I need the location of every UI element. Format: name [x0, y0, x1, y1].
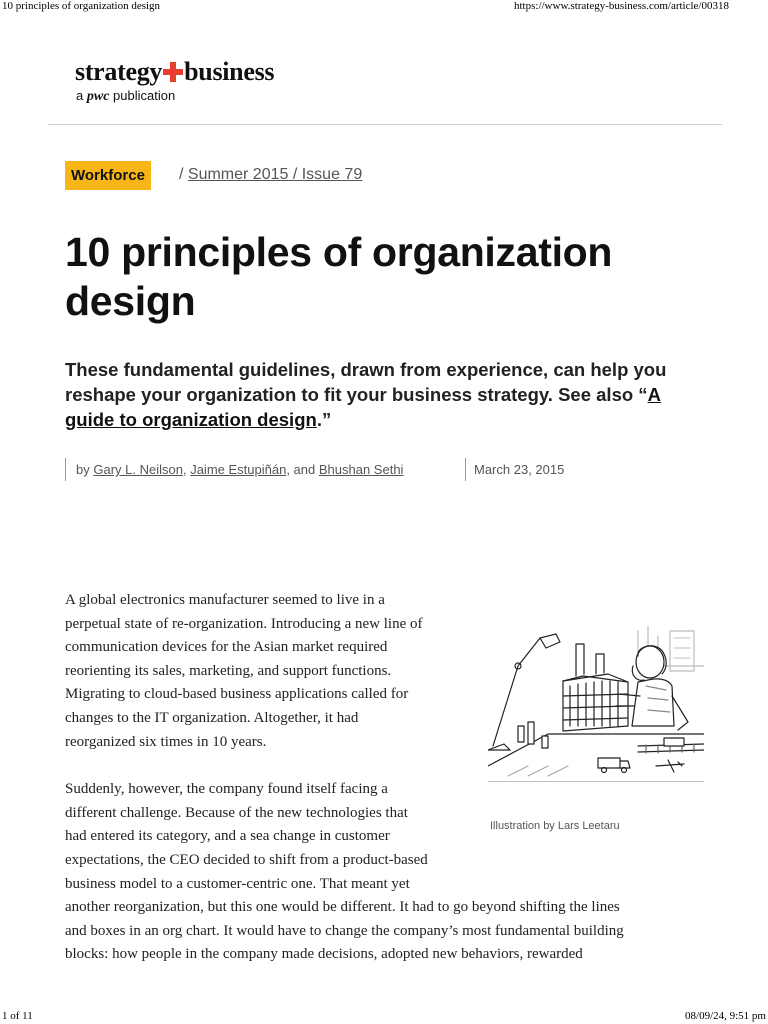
byline-bar — [465, 458, 466, 481]
tagline-prefix: a — [76, 88, 84, 103]
text-line: perpetual state of re-organization. Introducing a new line of — [65, 615, 423, 632]
print-datetime: 08/09/24, 9:51 pm — [685, 1010, 766, 1022]
print-header — [0, 0, 768, 14]
plus-icon — [163, 62, 183, 82]
text-line: Suddenly, however, the company found itself facing a — [65, 781, 388, 798]
header-divider — [48, 124, 722, 125]
text-line: reorganized six times in 10 years. — [65, 733, 267, 750]
byline-bar — [65, 458, 66, 481]
author-link[interactable]: Jaime Estupiñán — [190, 462, 287, 477]
logo-word-strategy: strategy — [75, 57, 163, 86]
byline-authors — [76, 462, 403, 477]
text-line: communication devices for the Asian market required — [65, 639, 388, 656]
text-line: reorienting its sales, marketing, and support functions. — [65, 662, 392, 679]
logo-wordmark — [75, 58, 274, 86]
print-footer — [0, 1010, 768, 1024]
byline-comma: , — [182, 462, 187, 477]
print-page-title: 10 principles of organization design — [2, 0, 161, 12]
article-title: 10 principles of organization design — [65, 229, 613, 324]
pwc-brand: pwc — [86, 89, 110, 104]
text-line: A global electronics manufacturer seemed to live in a — [65, 592, 385, 608]
site-logo[interactable] — [75, 58, 274, 105]
text-line: changes to the IT organization. Altogether, it had — [65, 709, 359, 726]
text-line: business model to a customer-centric one. That meant yet — [65, 875, 410, 892]
article-illustration — [488, 626, 704, 782]
dek-end: .” — [316, 409, 332, 430]
logo-word-business: business — [184, 57, 275, 86]
body-paragraph — [65, 778, 685, 967]
issue-separator: / — [179, 166, 184, 183]
tagline-suffix: publication — [113, 88, 176, 103]
illustration-caption: Illustration by Lars Leetaru — [490, 820, 620, 832]
author-link[interactable]: Bhushan Sethi — [318, 462, 404, 477]
dek-guide-link[interactable]: A guide to organization design — [65, 384, 661, 430]
publish-date: March 23, 2015 — [474, 462, 565, 477]
body-paragraph — [65, 589, 475, 754]
logo-tagline — [76, 88, 274, 105]
category-tag[interactable]: Workforce — [65, 161, 151, 190]
text-line: Migrating to cloud-based business applications called for — [65, 686, 409, 703]
issue-link[interactable]: Summer 2015 / Issue 79 — [187, 166, 363, 183]
issue-info — [179, 166, 362, 184]
text-line: another reorganization, but this one would be different. It had to go beyond shifting the lines — [65, 899, 620, 916]
dek-text: These fundamental guidelines, drawn from experience, can help you reshape your organization to fit your business strategy. See also “ — [65, 359, 667, 405]
text-line: and boxes in an org chart. It would have to change the company’s most fundamental building — [65, 922, 624, 939]
text-line: blocks: how people in the company made decisions, adopted new behaviors, rewarded — [65, 946, 583, 963]
print-page-url: https://www.strategy-business.com/article/00318 — [514, 0, 729, 12]
author-link[interactable]: Gary L. Neilson — [93, 462, 183, 477]
print-page-number: 1 of 11 — [2, 1010, 33, 1022]
text-line: different challenge. Because of the new technologies that — [65, 804, 408, 821]
article-dek — [65, 357, 705, 432]
byline-and: , and — [286, 462, 316, 477]
text-line: expectations, the CEO decided to shift from a product-based — [65, 851, 428, 868]
byline-by: by — [76, 462, 90, 477]
text-line: had entered its category, and a sea change in customer — [65, 828, 390, 845]
